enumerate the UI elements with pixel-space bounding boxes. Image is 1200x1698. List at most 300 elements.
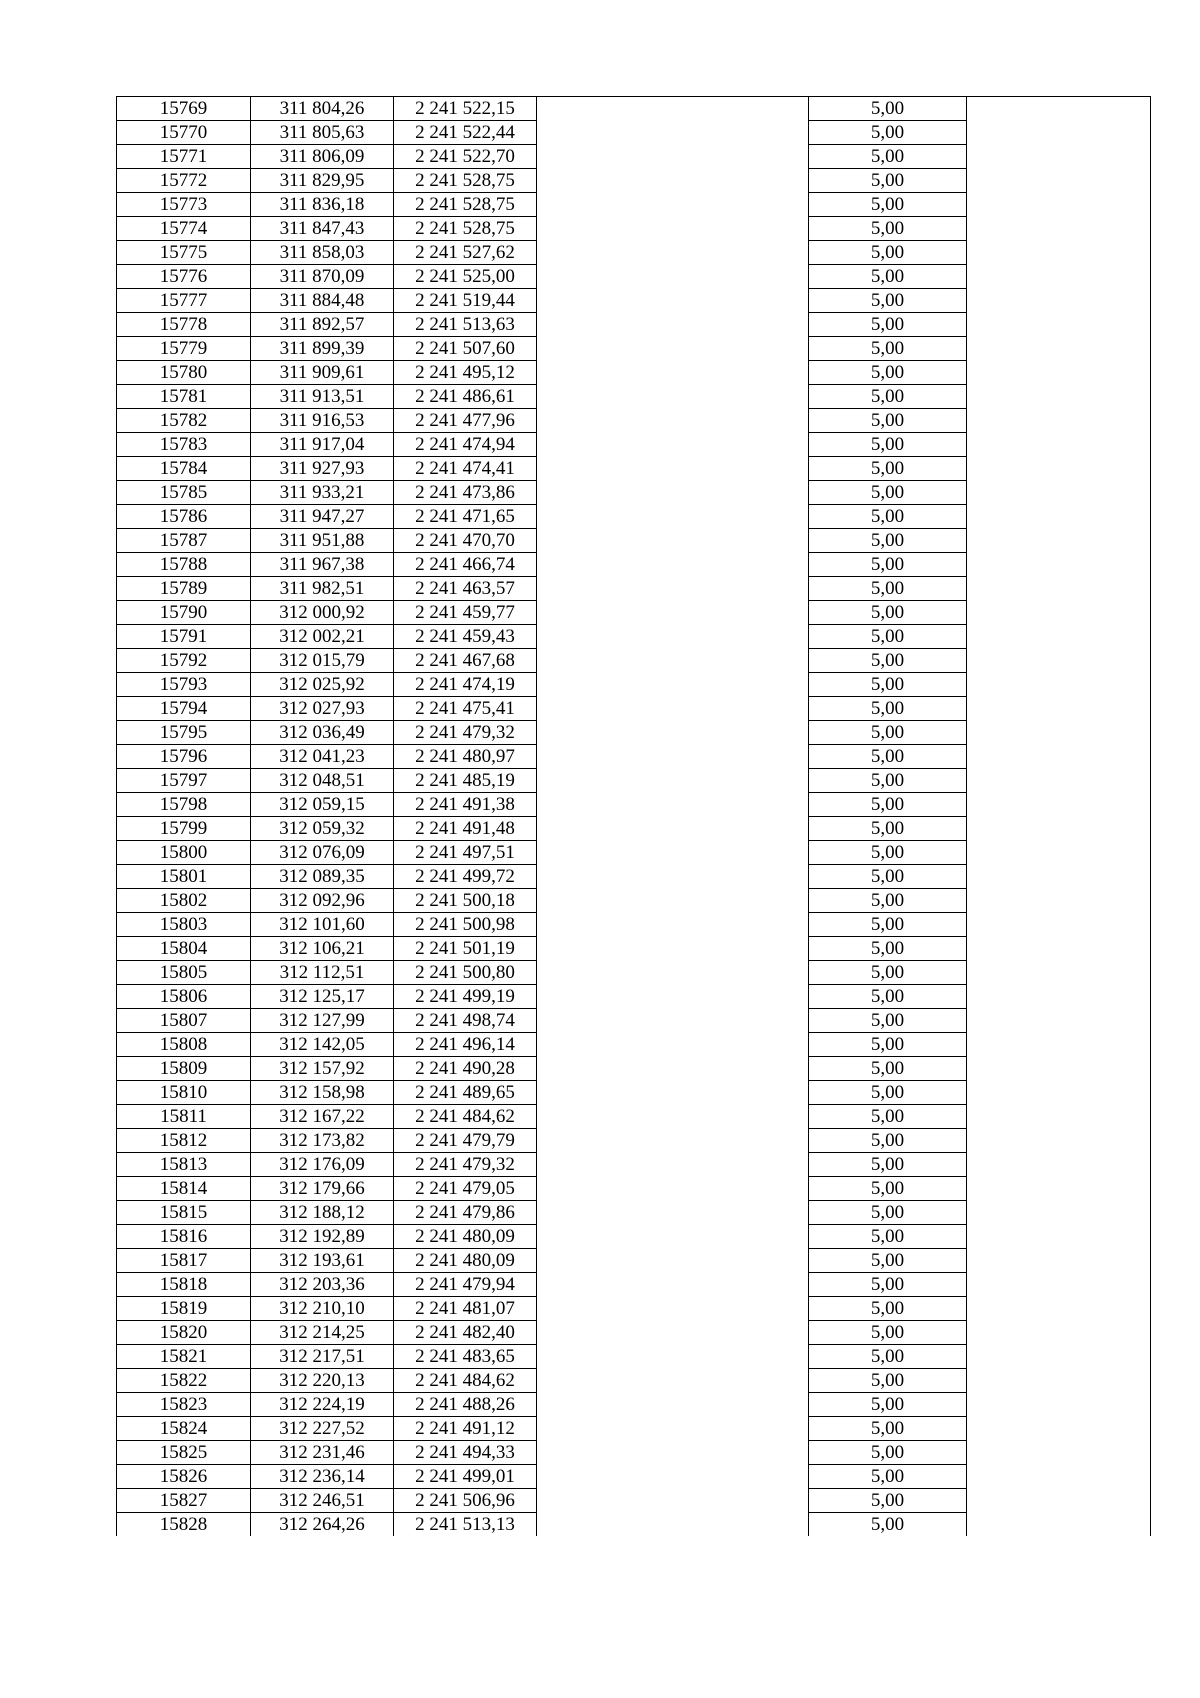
y-coordinate-cell: 2 241 480,97: [394, 745, 537, 769]
x-coordinate-cell: 311 982,51: [251, 577, 394, 601]
point-number-cell: 15802: [117, 889, 251, 913]
empty-cell: [967, 1105, 1151, 1129]
x-coordinate-cell: 311 951,88: [251, 529, 394, 553]
y-coordinate-cell: 2 241 499,19: [394, 985, 537, 1009]
y-coordinate-cell: 2 241 507,60: [394, 337, 537, 361]
table-row: [117, 385, 1151, 409]
empty-cell: [967, 1441, 1151, 1465]
x-coordinate-cell: 312 188,12: [251, 1201, 394, 1225]
table-row: [117, 769, 1151, 793]
table-row: [117, 1321, 1151, 1345]
value-cell: 5,00: [809, 769, 967, 793]
table-row: [117, 1393, 1151, 1417]
point-number-cell: 15773: [117, 193, 251, 217]
y-coordinate-cell: 2 241 474,19: [394, 673, 537, 697]
x-coordinate-cell: 312 220,13: [251, 1369, 394, 1393]
y-coordinate-cell: 2 241 474,41: [394, 457, 537, 481]
table-row: [117, 865, 1151, 889]
x-coordinate-cell: 312 173,82: [251, 1129, 394, 1153]
y-coordinate-cell: 2 241 484,62: [394, 1369, 537, 1393]
x-coordinate-cell: 312 041,23: [251, 745, 394, 769]
x-coordinate-cell: 311 909,61: [251, 361, 394, 385]
y-coordinate-cell: 2 241 466,74: [394, 553, 537, 577]
x-coordinate-cell: 312 048,51: [251, 769, 394, 793]
table-row: [117, 1273, 1151, 1297]
value-cell: 5,00: [809, 457, 967, 481]
value-cell: 5,00: [809, 1081, 967, 1105]
y-coordinate-cell: 2 241 463,57: [394, 577, 537, 601]
empty-cell: [967, 97, 1151, 121]
y-coordinate-cell: 2 241 513,63: [394, 313, 537, 337]
empty-cell: [967, 217, 1151, 241]
point-number-cell: 15797: [117, 769, 251, 793]
value-cell: 5,00: [809, 937, 967, 961]
table-row: [117, 433, 1151, 457]
empty-cell: [537, 145, 809, 169]
empty-cell: [967, 313, 1151, 337]
y-coordinate-cell: 2 241 459,77: [394, 601, 537, 625]
table-row: [117, 193, 1151, 217]
empty-cell: [537, 1345, 809, 1369]
y-coordinate-cell: 2 241 506,96: [394, 1489, 537, 1513]
value-cell: 5,00: [809, 1321, 967, 1345]
point-number-cell: 15819: [117, 1297, 251, 1321]
table-row: [117, 793, 1151, 817]
empty-cell: [967, 1033, 1151, 1057]
empty-cell: [537, 649, 809, 673]
y-coordinate-cell: 2 241 498,74: [394, 1009, 537, 1033]
empty-cell: [967, 673, 1151, 697]
empty-cell: [537, 1177, 809, 1201]
y-coordinate-cell: 2 241 486,61: [394, 385, 537, 409]
empty-cell: [967, 1489, 1151, 1513]
point-number-cell: 15770: [117, 121, 251, 145]
point-number-cell: 15799: [117, 817, 251, 841]
value-cell: 5,00: [809, 985, 967, 1009]
empty-cell: [967, 577, 1151, 601]
table-row: [117, 1225, 1151, 1249]
point-number-cell: 15812: [117, 1129, 251, 1153]
point-number-cell: 15796: [117, 745, 251, 769]
value-cell: 5,00: [809, 889, 967, 913]
x-coordinate-cell: 312 167,22: [251, 1105, 394, 1129]
y-coordinate-cell: 2 241 485,19: [394, 769, 537, 793]
empty-cell: [967, 529, 1151, 553]
point-number-cell: 15804: [117, 937, 251, 961]
empty-cell: [537, 1081, 809, 1105]
x-coordinate-cell: 312 227,52: [251, 1417, 394, 1441]
empty-cell: [537, 529, 809, 553]
value-cell: 5,00: [809, 721, 967, 745]
x-coordinate-cell: 312 224,19: [251, 1393, 394, 1417]
x-coordinate-cell: 312 089,35: [251, 865, 394, 889]
value-cell: 5,00: [809, 433, 967, 457]
point-number-cell: 15777: [117, 289, 251, 313]
value-cell: 5,00: [809, 241, 967, 265]
value-cell: 5,00: [809, 1345, 967, 1369]
empty-cell: [967, 721, 1151, 745]
y-coordinate-cell: 2 241 522,70: [394, 145, 537, 169]
point-number-cell: 15771: [117, 145, 251, 169]
empty-cell: [967, 769, 1151, 793]
coordinates-table-body: [117, 97, 1151, 1537]
y-coordinate-cell: 2 241 481,07: [394, 1297, 537, 1321]
point-number-cell: 15808: [117, 1033, 251, 1057]
x-coordinate-cell: 311 913,51: [251, 385, 394, 409]
point-number-cell: 15779: [117, 337, 251, 361]
empty-cell: [967, 1513, 1151, 1537]
empty-cell: [967, 1465, 1151, 1489]
table-row: [117, 1369, 1151, 1393]
y-coordinate-cell: 2 241 522,15: [394, 97, 537, 121]
table-row: [117, 481, 1151, 505]
value-cell: 5,00: [809, 1033, 967, 1057]
empty-cell: [967, 361, 1151, 385]
table-row: [117, 217, 1151, 241]
table-row: [117, 505, 1151, 529]
point-number-cell: 15824: [117, 1417, 251, 1441]
y-coordinate-cell: 2 241 488,26: [394, 1393, 537, 1417]
value-cell: 5,00: [809, 529, 967, 553]
point-number-cell: 15787: [117, 529, 251, 553]
table-row: [117, 1489, 1151, 1513]
point-number-cell: 15780: [117, 361, 251, 385]
empty-cell: [537, 1321, 809, 1345]
x-coordinate-cell: 311 829,95: [251, 169, 394, 193]
point-number-cell: 15825: [117, 1441, 251, 1465]
x-coordinate-cell: 312 193,61: [251, 1249, 394, 1273]
point-number-cell: 15784: [117, 457, 251, 481]
y-coordinate-cell: 2 241 528,75: [394, 193, 537, 217]
point-number-cell: 15815: [117, 1201, 251, 1225]
value-cell: 5,00: [809, 817, 967, 841]
point-number-cell: 15774: [117, 217, 251, 241]
value-cell: 5,00: [809, 1057, 967, 1081]
x-coordinate-cell: 312 059,32: [251, 817, 394, 841]
point-number-cell: 15821: [117, 1345, 251, 1369]
empty-cell: [967, 1297, 1151, 1321]
point-number-cell: 15793: [117, 673, 251, 697]
point-number-cell: 15789: [117, 577, 251, 601]
y-coordinate-cell: 2 241 471,65: [394, 505, 537, 529]
x-coordinate-cell: 311 967,38: [251, 553, 394, 577]
empty-cell: [537, 97, 809, 121]
x-coordinate-cell: 312 106,21: [251, 937, 394, 961]
y-coordinate-cell: 2 241 483,65: [394, 1345, 537, 1369]
table-row: [117, 841, 1151, 865]
x-coordinate-cell: 312 179,66: [251, 1177, 394, 1201]
table-row: [117, 1129, 1151, 1153]
table-row: [117, 697, 1151, 721]
x-coordinate-cell: 312 125,17: [251, 985, 394, 1009]
value-cell: 5,00: [809, 1249, 967, 1273]
point-number-cell: 15820: [117, 1321, 251, 1345]
point-number-cell: 15791: [117, 625, 251, 649]
x-coordinate-cell: 311 805,63: [251, 121, 394, 145]
value-cell: 5,00: [809, 1201, 967, 1225]
y-coordinate-cell: 2 241 479,94: [394, 1273, 537, 1297]
empty-cell: [967, 601, 1151, 625]
empty-cell: [967, 1081, 1151, 1105]
table-row: [117, 577, 1151, 601]
value-cell: 5,00: [809, 505, 967, 529]
point-number-cell: 15803: [117, 913, 251, 937]
value-cell: 5,00: [809, 697, 967, 721]
table-row: [117, 361, 1151, 385]
x-coordinate-cell: 311 806,09: [251, 145, 394, 169]
y-coordinate-cell: 2 241 477,96: [394, 409, 537, 433]
value-cell: 5,00: [809, 1177, 967, 1201]
value-cell: 5,00: [809, 553, 967, 577]
empty-cell: [967, 1177, 1151, 1201]
value-cell: 5,00: [809, 1465, 967, 1489]
table-row: [117, 97, 1151, 121]
x-coordinate-cell: 312 127,99: [251, 1009, 394, 1033]
empty-cell: [967, 625, 1151, 649]
empty-cell: [537, 1057, 809, 1081]
empty-cell: [967, 457, 1151, 481]
table-row: [117, 1081, 1151, 1105]
empty-cell: [967, 121, 1151, 145]
y-coordinate-cell: 2 241 479,79: [394, 1129, 537, 1153]
x-coordinate-cell: 312 231,46: [251, 1441, 394, 1465]
empty-cell: [967, 1249, 1151, 1273]
table-row: [117, 1441, 1151, 1465]
x-coordinate-cell: 312 264,26: [251, 1513, 394, 1537]
empty-cell: [967, 169, 1151, 193]
table-row: [117, 889, 1151, 913]
x-coordinate-cell: 312 036,49: [251, 721, 394, 745]
point-number-cell: 15823: [117, 1393, 251, 1417]
value-cell: 5,00: [809, 1417, 967, 1441]
point-number-cell: 15805: [117, 961, 251, 985]
x-coordinate-cell: 312 192,89: [251, 1225, 394, 1249]
table-row: [117, 1297, 1151, 1321]
x-coordinate-cell: 312 203,36: [251, 1273, 394, 1297]
point-number-cell: 15798: [117, 793, 251, 817]
empty-cell: [537, 913, 809, 937]
empty-cell: [967, 145, 1151, 169]
x-coordinate-cell: 312 059,15: [251, 793, 394, 817]
empty-cell: [967, 817, 1151, 841]
y-coordinate-cell: 2 241 528,75: [394, 169, 537, 193]
empty-cell: [537, 1393, 809, 1417]
empty-cell: [967, 433, 1151, 457]
table-row: [117, 1057, 1151, 1081]
point-number-cell: 15810: [117, 1081, 251, 1105]
x-coordinate-cell: 311 847,43: [251, 217, 394, 241]
x-coordinate-cell: 311 804,26: [251, 97, 394, 121]
value-cell: 5,00: [809, 481, 967, 505]
point-number-cell: 15827: [117, 1489, 251, 1513]
empty-cell: [537, 601, 809, 625]
x-coordinate-cell: 311 892,57: [251, 313, 394, 337]
empty-cell: [967, 889, 1151, 913]
empty-cell: [967, 481, 1151, 505]
empty-cell: [537, 433, 809, 457]
empty-cell: [537, 1489, 809, 1513]
y-coordinate-cell: 2 241 489,65: [394, 1081, 537, 1105]
y-coordinate-cell: 2 241 500,98: [394, 913, 537, 937]
table-row: [117, 313, 1151, 337]
table-row: [117, 457, 1151, 481]
empty-cell: [967, 505, 1151, 529]
empty-cell: [967, 385, 1151, 409]
empty-cell: [537, 745, 809, 769]
point-number-cell: 15813: [117, 1153, 251, 1177]
table-row: [117, 289, 1151, 313]
value-cell: 5,00: [809, 649, 967, 673]
y-coordinate-cell: 2 241 500,80: [394, 961, 537, 985]
empty-cell: [967, 409, 1151, 433]
point-number-cell: 15809: [117, 1057, 251, 1081]
empty-cell: [537, 577, 809, 601]
empty-cell: [967, 1393, 1151, 1417]
value-cell: 5,00: [809, 337, 967, 361]
empty-cell: [537, 217, 809, 241]
table-row: [117, 145, 1151, 169]
table-row: [117, 1513, 1151, 1537]
point-number-cell: 15817: [117, 1249, 251, 1273]
empty-cell: [967, 745, 1151, 769]
empty-cell: [537, 409, 809, 433]
x-coordinate-cell: 312 025,92: [251, 673, 394, 697]
y-coordinate-cell: 2 241 480,09: [394, 1249, 537, 1273]
table-row: [117, 649, 1151, 673]
empty-cell: [537, 625, 809, 649]
point-number-cell: 15769: [117, 97, 251, 121]
y-coordinate-cell: 2 241 513,13: [394, 1513, 537, 1537]
y-coordinate-cell: 2 241 474,94: [394, 433, 537, 457]
empty-cell: [537, 673, 809, 697]
value-cell: 5,00: [809, 289, 967, 313]
empty-cell: [537, 961, 809, 985]
value-cell: 5,00: [809, 601, 967, 625]
table-row: [117, 721, 1151, 745]
y-coordinate-cell: 2 241 479,86: [394, 1201, 537, 1225]
value-cell: 5,00: [809, 673, 967, 697]
value-cell: 5,00: [809, 313, 967, 337]
value-cell: 5,00: [809, 1129, 967, 1153]
table-row: [117, 745, 1151, 769]
value-cell: 5,00: [809, 1393, 967, 1417]
empty-cell: [537, 289, 809, 313]
empty-cell: [537, 937, 809, 961]
point-number-cell: 15782: [117, 409, 251, 433]
value-cell: 5,00: [809, 97, 967, 121]
x-coordinate-cell: 311 870,09: [251, 265, 394, 289]
x-coordinate-cell: 311 947,27: [251, 505, 394, 529]
empty-cell: [537, 265, 809, 289]
value-cell: 5,00: [809, 193, 967, 217]
x-coordinate-cell: 312 027,93: [251, 697, 394, 721]
empty-cell: [537, 1273, 809, 1297]
point-number-cell: 15806: [117, 985, 251, 1009]
point-number-cell: 15781: [117, 385, 251, 409]
empty-cell: [967, 937, 1151, 961]
empty-cell: [967, 337, 1151, 361]
empty-cell: [537, 1369, 809, 1393]
value-cell: 5,00: [809, 961, 967, 985]
y-coordinate-cell: 2 241 490,28: [394, 1057, 537, 1081]
empty-cell: [537, 817, 809, 841]
table-row: [117, 913, 1151, 937]
x-coordinate-cell: 311 836,18: [251, 193, 394, 217]
y-coordinate-cell: 2 241 459,43: [394, 625, 537, 649]
table-row: [117, 625, 1151, 649]
x-coordinate-cell: 311 899,39: [251, 337, 394, 361]
table-row: [117, 553, 1151, 577]
y-coordinate-cell: 2 241 480,09: [394, 1225, 537, 1249]
point-number-cell: 15775: [117, 241, 251, 265]
empty-cell: [537, 1009, 809, 1033]
table-row: [117, 673, 1151, 697]
x-coordinate-cell: 312 217,51: [251, 1345, 394, 1369]
point-number-cell: 15795: [117, 721, 251, 745]
y-coordinate-cell: 2 241 473,86: [394, 481, 537, 505]
x-coordinate-cell: 312 214,25: [251, 1321, 394, 1345]
value-cell: 5,00: [809, 625, 967, 649]
empty-cell: [537, 193, 809, 217]
empty-cell: [537, 697, 809, 721]
table-row: [117, 529, 1151, 553]
x-coordinate-cell: 312 157,92: [251, 1057, 394, 1081]
empty-cell: [967, 1201, 1151, 1225]
value-cell: 5,00: [809, 217, 967, 241]
point-number-cell: 15807: [117, 1009, 251, 1033]
x-coordinate-cell: 311 927,93: [251, 457, 394, 481]
empty-cell: [967, 1225, 1151, 1249]
x-coordinate-cell: 311 933,21: [251, 481, 394, 505]
value-cell: 5,00: [809, 145, 967, 169]
empty-cell: [537, 121, 809, 145]
y-coordinate-cell: 2 241 479,05: [394, 1177, 537, 1201]
empty-cell: [537, 1201, 809, 1225]
empty-cell: [537, 721, 809, 745]
y-coordinate-cell: 2 241 479,32: [394, 1153, 537, 1177]
point-number-cell: 15778: [117, 313, 251, 337]
value-cell: 5,00: [809, 745, 967, 769]
x-coordinate-cell: 312 210,10: [251, 1297, 394, 1321]
point-number-cell: 15800: [117, 841, 251, 865]
empty-cell: [537, 1129, 809, 1153]
empty-cell: [537, 1249, 809, 1273]
point-number-cell: 15790: [117, 601, 251, 625]
y-coordinate-cell: 2 241 491,38: [394, 793, 537, 817]
x-coordinate-cell: 311 917,04: [251, 433, 394, 457]
point-number-cell: 15811: [117, 1105, 251, 1129]
point-number-cell: 15786: [117, 505, 251, 529]
value-cell: 5,00: [809, 169, 967, 193]
empty-cell: [537, 313, 809, 337]
empty-cell: [967, 1369, 1151, 1393]
y-coordinate-cell: 2 241 467,68: [394, 649, 537, 673]
x-coordinate-cell: 311 884,48: [251, 289, 394, 313]
empty-cell: [967, 193, 1151, 217]
empty-cell: [537, 1465, 809, 1489]
y-coordinate-cell: 2 241 495,12: [394, 361, 537, 385]
y-coordinate-cell: 2 241 527,62: [394, 241, 537, 265]
table-row: [117, 409, 1151, 433]
table-row: [117, 937, 1151, 961]
value-cell: 5,00: [809, 361, 967, 385]
y-coordinate-cell: 2 241 525,00: [394, 265, 537, 289]
coordinates-table: [116, 96, 1151, 1536]
y-coordinate-cell: 2 241 522,44: [394, 121, 537, 145]
x-coordinate-cell: 312 002,21: [251, 625, 394, 649]
x-coordinate-cell: 312 076,09: [251, 841, 394, 865]
empty-cell: [537, 457, 809, 481]
